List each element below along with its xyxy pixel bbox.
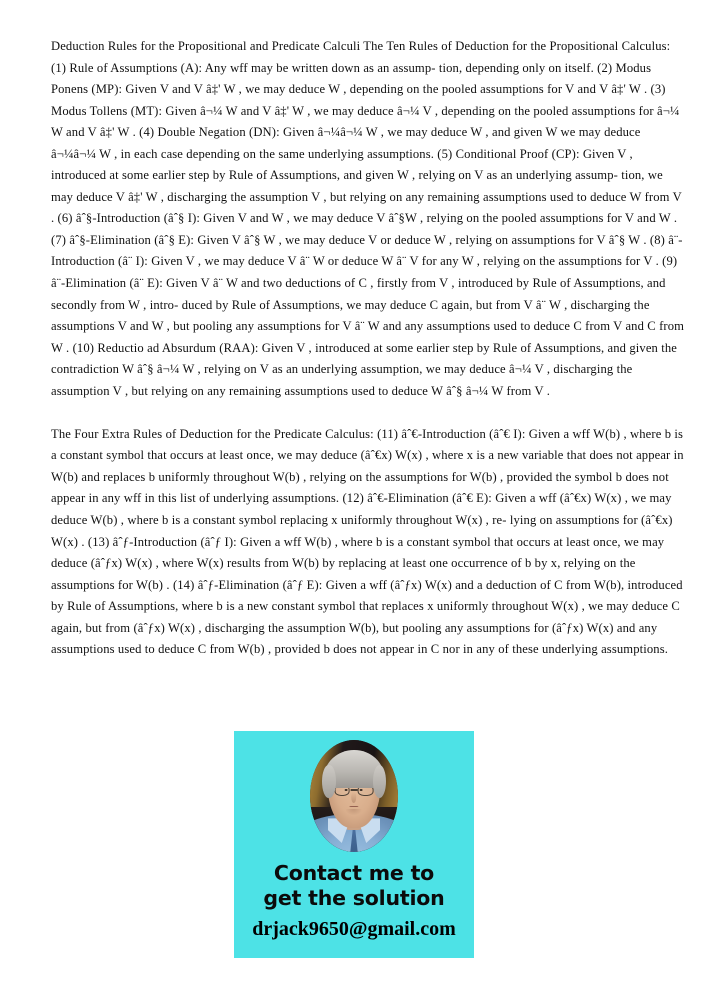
contact-card-line-1: Contact me to xyxy=(273,861,435,885)
glasses-bridge xyxy=(350,789,357,790)
portrait-nose xyxy=(352,792,357,804)
portrait-hair-left xyxy=(322,765,335,799)
contact-card-line-2: get the solution xyxy=(263,886,445,910)
contact-card-email[interactable]: drjack9650@gmail.com xyxy=(252,918,456,940)
paragraph-propositional-calculus-rules: Deduction Rules for the Propositional and Predicate Calculi The Ten Rules of Deduction for the Propositional Calculus: (1) Rule of Assumptions (A): Any wff may be written down as an assump- tion, depending only on itself. (2) Modus Ponens (MP): Given V and V â‡' W , we may deduce W , depending on the pooled assumptions for V and V â‡' W . (3) Modus Tollens (MT): Given â¬¼ W and V â‡' W , we may deduce â¬¼ V , depending on the pooled assumptions for â¬¼ W and V â‡' W . (4) Double Negation (DN): Given â¬¼â¬¼ W , we may deduce W , and given W we may deduce â¬¼â¬¼ W , in each case depending on the same underlying assumptions. (5) Conditional Proof (CP): Given V , introduced at some earlier step by Rule of Assumptions, and given W , relying on V as an underlying assump- tion, we may deduce V â‡' W , discharging the assumption V , but relying on any remaining assumptions used to deduce W from V . (6) âˆ§-Introduction (âˆ§ I): Given V and W , we may deduce V âˆ§W , relying on the pooled assumptions for V and W . (7) âˆ§-Elimination (âˆ§ E): Given V âˆ§ W , we may deduce V or deduce W , relying on assumptions for V âˆ§ W . (8) â¨-Introduction (â¨ I): Given V , we may deduce V â¨ W or deduce W â¨ V for any W , relying on the assumptions for V . (9) â¨-Elimination (â¨ E): Given V â¨ W and two deductions of C , firstly from V , introduced by Rule of Assumptions, and secondly from W , intro- duced by Rule of Assumptions, we may deduce C again, but from V â¨ W , discharging the assumptions V and W , but pooling any assumptions for V â¨ W and any assumptions used to deduce C from V and C from W . (10) Reductio ad Absurdum (RAA): Given V , introduced at some earlier step by Rule of Assumptions, and given the contradiction W âˆ§ â¬¼ W , relying on V as an underlying assumption, we may deduce â¬¼ V , discharging the assumption V , but relying on any remaining assumptions used to deduce W âˆ§ â¬¼ W from V . xyxy=(51,39,688,398)
portrait-chin-shadow xyxy=(346,809,362,815)
portrait-mouth xyxy=(350,806,358,808)
document-text-body xyxy=(51,36,687,661)
portrait-photo xyxy=(310,740,398,852)
paragraph-predicate-calculus-rules: The Four Extra Rules of Deduction for the Predicate Calculus: (11) âˆ€-Introduction (âˆ€ I): Given a wff W(b) , where b is a constant symbol that occurs at least once, we may deduce (âˆ€x) W(x) , where x is a new variable that does not appear in W(b) and replaces b uniformly throughout W(b) , relying on the assumptions for W(b) , provided the symbol b does not appear in any wff in this list of underlying assumptions. (12) âˆ€-Elimination (âˆ€ E): Given a wff (âˆ€x) W(x) , we may deduce W(b) , where b is a constant symbol replacing x uniformly throughout W(x) , re- lying on assumptions for (âˆ€x) W(x) . (13) âˆƒ-Introduction (âˆƒ I): Given a wff W(b) , where b is a constant symbol that occurs at least once, we may deduce (âˆƒx) W(x) , where W(x) results from W(b) by replacing at least one occurrence of b by x, relying on the assumptions for W(b) . (14) âˆƒ-Elimination (âˆƒ E): Given a wff (âˆƒx) W(x) and a deduction of C from W(b), introduced by Rule of Assumptions, where b is a new constant symbol that replaces x uniformly throughout W(x) , we may deduce C again, but from (âˆƒx) W(x) , discharging the assumption W(b), but pooling any assumptions for (âˆƒx) W(x) and any assumptions used to deduce C from W(b) , provided b does not appear in C nor in any of these underlying assumptions. xyxy=(51,426,687,657)
portrait-hair-right xyxy=(373,765,386,799)
contact-overlay-card[interactable] xyxy=(234,731,474,958)
